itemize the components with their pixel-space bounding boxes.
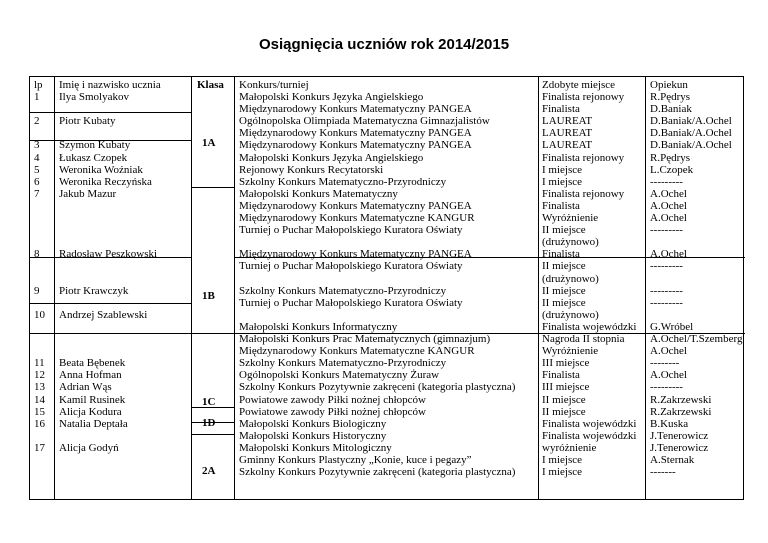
place-cell: Finalista wojewódzki: [542, 320, 637, 333]
lp-cell: 11: [34, 357, 45, 370]
tutor-cell: ---------: [650, 224, 683, 237]
place-cell: (drużynowo): [542, 272, 599, 285]
lp-cell: 17: [34, 441, 45, 454]
place-cell: Finalista: [542, 248, 580, 261]
place-cell: II miejsce: [542, 393, 586, 406]
name-cell: Alicja Godyń: [59, 441, 119, 454]
place-cell: LAUREAT: [542, 139, 593, 152]
place-cell: LAUREAT: [542, 115, 593, 128]
tutor-cell: R.Zakrzewski: [650, 393, 712, 406]
tutor-cell: G.Wróbel: [650, 320, 694, 333]
contest-cell: Międzynarodowy Konkurs Matematyczne KANGUR: [239, 212, 475, 224]
contest-cell: Międzynarodowy Konkurs Matematyczne KANGUR: [239, 345, 475, 358]
place-cell: III miejsce: [542, 381, 590, 394]
tutor-cell: --------: [650, 357, 680, 370]
contest-cell: Turniej o Puchar Małopolskiego Kuratora Oświaty: [239, 224, 463, 237]
contest-cell: Małopolski Konkurs Informatyczny: [239, 320, 398, 333]
klasa-1d: 1D: [202, 417, 216, 429]
contest-cell: Szkolny Konkurs Matematyczno-Przyrodniczy: [239, 175, 447, 188]
tutor-cell: A.Ochel/T.Szemberg: [650, 333, 743, 345]
lp-cell: 2: [34, 115, 40, 128]
contest-cell: Międzynarodowy Konkurs Matematyczny PANGEA: [239, 103, 472, 116]
lp-cell: 12: [34, 369, 45, 382]
tutor-cell: D.Baniak/A.Ochel: [650, 127, 732, 140]
place-cell: Nagroda II stopnia: [542, 333, 625, 345]
tutor-cell: A.Ochel: [650, 345, 687, 358]
name-cell: Ilya Smolyakov: [59, 91, 129, 103]
klasa-1a: 1A: [202, 137, 216, 149]
tutor-cell: A.Ochel: [650, 187, 687, 200]
tutor-cell: R.Zakrzewski: [650, 405, 712, 418]
contest-cell: Małopolski Konkurs Mitologiczny: [239, 441, 392, 454]
place-cell: Finalista rejonowy: [542, 187, 625, 200]
contest-cell: Międzynarodowy Konkurs Matematyczny PANGEA: [239, 139, 472, 152]
name-cell: Alicja Kodura: [59, 405, 122, 418]
tutor-cell: ---------: [650, 175, 683, 188]
contest-cell: Małopolski Konkurs Języka Angielskiego: [239, 151, 424, 164]
klasa-1b: 1B: [202, 290, 215, 302]
header-place: Zdobyte miejsce: [542, 79, 616, 91]
place-cell: II miejsce: [542, 260, 586, 273]
place-cell: wyróżnienie: [542, 441, 597, 454]
name-cell: Weronika Woźniak: [59, 163, 143, 176]
lp-cell: 15: [34, 405, 45, 418]
tutor-cell: A.Ochel: [650, 212, 687, 224]
tutor-cell: D.Baniak: [650, 103, 692, 116]
name-cell: Jakub Mazur: [59, 187, 117, 200]
header-contest: Konkurs/turniej: [239, 79, 309, 91]
place-cell: (drużynowo): [542, 236, 599, 249]
place-cell: II miejsce: [542, 296, 586, 309]
header-lp: lp: [34, 79, 43, 91]
klasa-1c: 1C: [202, 396, 216, 408]
place-cell: I miejsce: [542, 454, 583, 466]
lp-cell: 5: [34, 163, 40, 176]
lp-cell: 7: [34, 187, 40, 200]
lp-cell: 8: [34, 248, 40, 261]
contest-cell: Rejonowy Konkurs Recytatorski: [239, 163, 384, 176]
tutor-cell: ---------: [650, 381, 683, 394]
name-cell: Andrzej Szablewski: [59, 308, 148, 321]
contest-cell: Szkolny Konkurs Pozytywnie zakręceni (kategoria plastyczna): [239, 466, 516, 479]
place-cell: Wyróżnienie: [542, 345, 599, 358]
place-cell: (drużynowo): [542, 308, 599, 321]
tutor-cell: B.Kuska: [650, 417, 689, 430]
place-cell: II miejsce: [542, 224, 586, 237]
contest-cell: Gminny Konkurs Plastyczny „Konie, kuce i pegazy”: [239, 454, 472, 466]
contest-cell: Międzynarodowy Konkurs Matematyczny PANGEA: [239, 199, 472, 212]
contest-cell: Powiatowe zawody Piłki nożnej chłopców: [239, 405, 426, 418]
tutor-cell: A.Ochel: [650, 248, 687, 261]
tutor-cell: R.Pędrys: [650, 91, 691, 103]
contest-cell: Międzynarodowy Konkurs Matematyczny PANGEA: [239, 127, 472, 140]
name-cell: Weronika Reczyńska: [59, 175, 152, 188]
contest-cell: Turniej o Puchar Małopolskiego Kuratora Oświaty: [239, 260, 463, 273]
place-cell: Wyróżnienie: [542, 212, 599, 224]
contest-cell: Szkolny Konkurs Matematyczno-Przyrodniczy: [239, 357, 447, 370]
contest-cell: Szkolny Konkurs Matematyczno-Przyrodniczy: [239, 284, 447, 297]
lp-cell: 3: [34, 139, 40, 152]
name-cell: Kamil Rusinek: [59, 393, 126, 406]
lp-cell: 9: [34, 284, 40, 297]
place-cell: I miejsce: [542, 175, 583, 188]
contest-cell: Małopolski Konkurs Historyczny: [239, 429, 387, 442]
contest-cell: Turniej o Puchar Małopolskiego Kuratora Oświaty: [239, 296, 463, 309]
place-cell: Finalista wojewódzki: [542, 417, 637, 430]
achievements-table: [29, 76, 744, 500]
lp-cell: 4: [34, 151, 40, 164]
tutor-cell: A.Ochel: [650, 199, 687, 212]
tutor-cell: -------: [650, 466, 676, 479]
name-cell: Łukasz Czopek: [59, 151, 128, 164]
place-cell: I miejsce: [542, 163, 583, 176]
place-cell: II miejsce: [542, 405, 586, 418]
tutor-cell: R.Pędrys: [650, 151, 691, 164]
place-cell: I miejsce: [542, 466, 583, 479]
place-cell: Finalista: [542, 103, 580, 116]
contest-cell: Szkolny Konkurs Pozytywnie zakręceni (kategoria plastyczna): [239, 381, 516, 394]
tutor-cell: J.Tenerowicz: [650, 441, 709, 454]
place-cell: II miejsce: [542, 284, 586, 297]
name-cell: Piotr Krawczyk: [59, 284, 129, 297]
header-tutor: Opiekun: [650, 79, 688, 91]
place-cell: Finalista: [542, 199, 580, 212]
tutor-cell: D.Baniak/A.Ochel: [650, 115, 732, 128]
header-klasa: Klasa: [197, 79, 224, 91]
lp-cell: 16: [34, 417, 45, 430]
place-cell: Finalista: [542, 369, 580, 382]
lp-cell: 14: [34, 393, 45, 406]
tutor-cell: J.Tenerowicz: [650, 429, 709, 442]
name-cell: Adrian Wąs: [59, 381, 112, 394]
tutor-cell: A.Ochel: [650, 369, 687, 382]
contest-cell: Ogólnopolski Konkurs Matematyczny Żuraw: [239, 369, 440, 382]
lp-cell: 10: [34, 308, 45, 321]
name-cell: Beata Bębenek: [59, 357, 126, 370]
place-cell: Finalista rejonowy: [542, 151, 625, 164]
page-title: Osiągnięcia uczniów rok 2014/2015: [258, 36, 510, 53]
tutor-cell: L.Czopek: [650, 163, 694, 176]
tutor-cell: ---------: [650, 260, 683, 273]
place-cell: Finalista rejonowy: [542, 91, 625, 103]
contest-cell: Międzynarodowy Konkurs Matematyczny PANGEA: [239, 248, 472, 261]
contest-cell: Powiatowe zawody Piłki nożnej chłopców: [239, 393, 426, 406]
name-cell: Szymon Kubaty: [59, 139, 131, 152]
place-cell: III miejsce: [542, 357, 590, 370]
tutor-cell: A.Sternak: [650, 454, 695, 466]
name-cell: Piotr Kubaty: [59, 115, 116, 128]
place-cell: LAUREAT: [542, 127, 593, 140]
name-cell: Anna Hofman: [59, 369, 122, 382]
lp-cell: 6: [34, 175, 40, 188]
lp-cell: 13: [34, 381, 45, 394]
lp-cell: 1: [34, 91, 40, 103]
tutor-cell: D.Baniak/A.Ochel: [650, 139, 732, 152]
place-cell: Finalista wojewódzki: [542, 429, 637, 442]
contest-cell: Małopolski Konkurs Matematyczny: [239, 187, 398, 200]
tutor-cell: ---------: [650, 284, 683, 297]
contest-cell: Małopolski Konkurs Języka Angielskiego: [239, 91, 424, 103]
tutor-cell: ---------: [650, 296, 683, 309]
contest-cell: Ogólnopolska Olimpiada Matematyczna Gimnazjalistów: [239, 115, 490, 128]
contest-cell: Małopolski Konkurs Prac Matematycznych (gimnazjum): [239, 333, 491, 345]
contest-cell: Małopolski Konkurs Biologiczny: [239, 417, 387, 430]
name-cell: Radosław Peszkowski: [59, 248, 158, 261]
name-cell: Natalia Deptała: [59, 417, 128, 430]
header-name: Imię i nazwisko ucznia: [59, 79, 161, 91]
klasa-2a: 2A: [202, 465, 216, 477]
